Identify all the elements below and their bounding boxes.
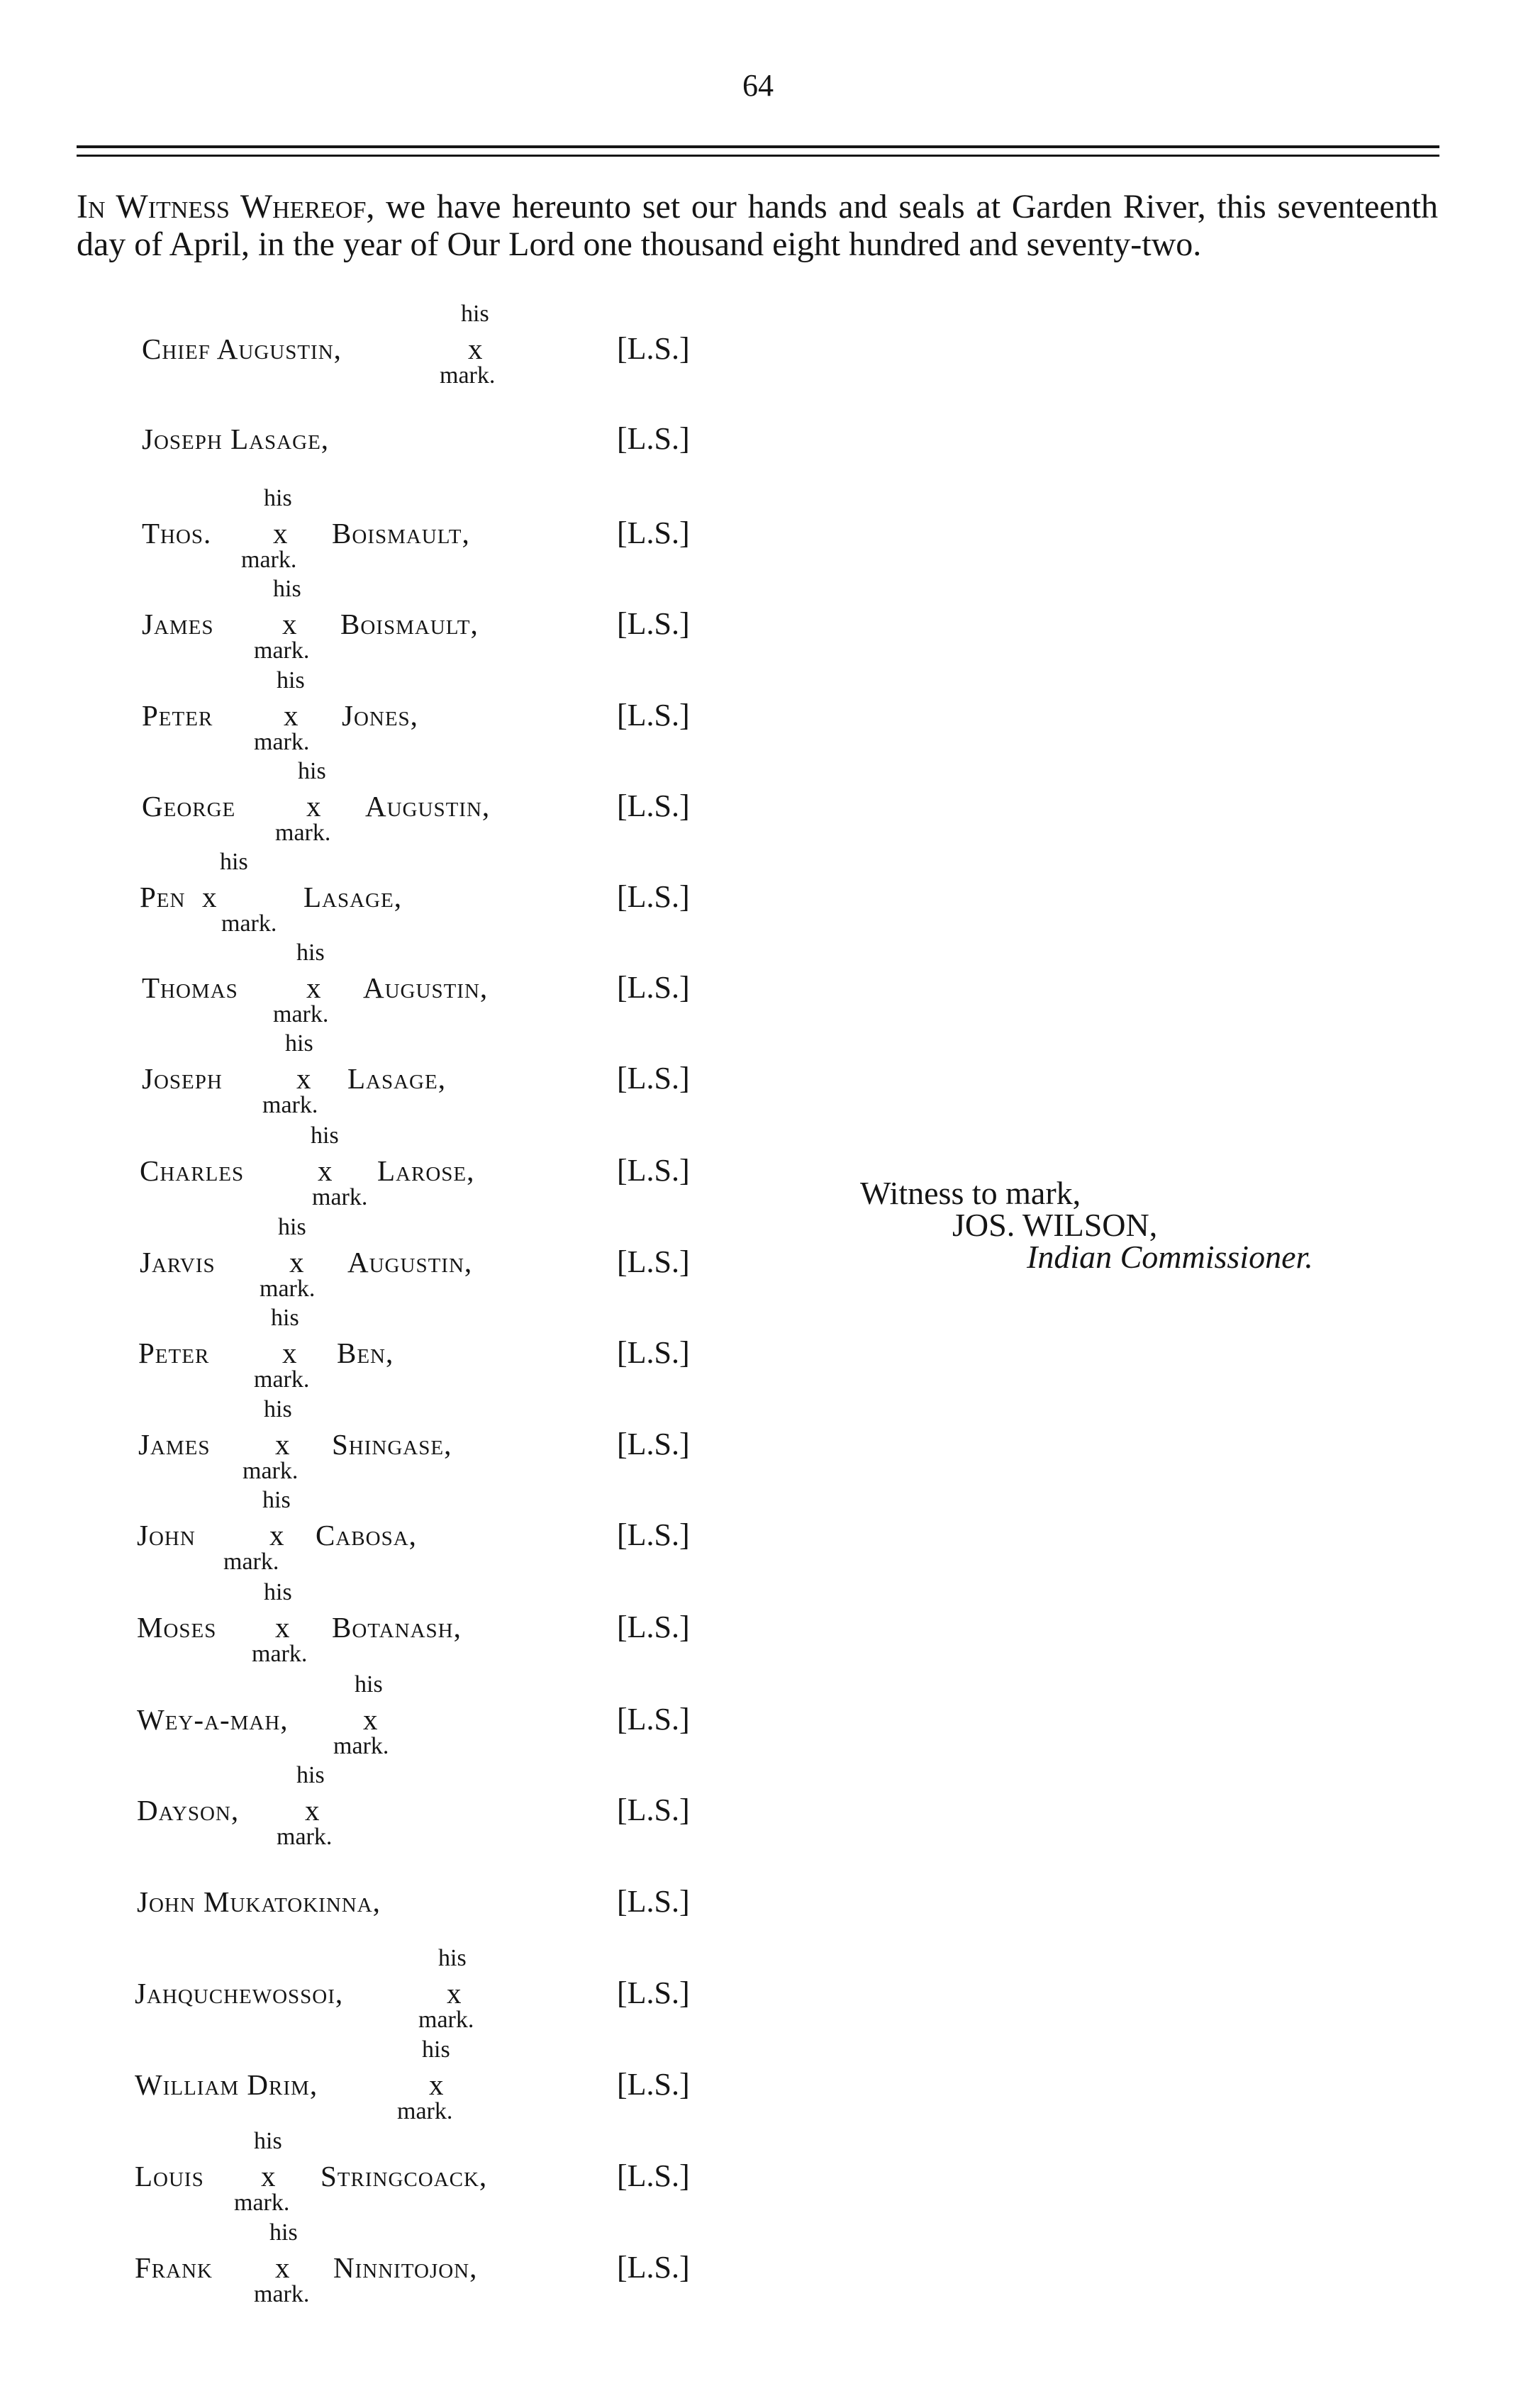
x-mark: x	[306, 790, 321, 823]
x-mark: x	[275, 1428, 290, 1461]
his-label: his	[277, 667, 305, 693]
mark-label: mark.	[254, 637, 310, 664]
header-rule	[77, 155, 1439, 157]
signatory-surname: Augustin,	[365, 790, 491, 823]
mark-label: mark.	[260, 1276, 316, 1302]
signatory-name: Moses	[137, 1611, 217, 1644]
mark-label: mark.	[243, 1458, 299, 1484]
witness-label: Witness to mark,	[860, 1175, 1081, 1211]
x-mark: x	[363, 1703, 378, 1736]
signature-row	[0, 1396, 851, 1484]
x-mark: x	[468, 333, 483, 365]
signatory-surname: Augustin,	[347, 1246, 473, 1278]
signatory-surname: Lasage,	[347, 1062, 446, 1095]
signatory-name: Joseph	[142, 1062, 223, 1095]
seal-label: [L.S.]	[617, 1153, 690, 1188]
his-label: his	[264, 485, 292, 511]
signatory-name: Chief Augustin,	[142, 333, 342, 365]
mark-label: mark.	[418, 2007, 474, 2033]
x-mark: x	[429, 2068, 444, 2101]
mark-label: mark.	[241, 547, 297, 573]
x-mark: x	[296, 1062, 311, 1095]
seal-label: [L.S.]	[617, 331, 690, 366]
mark-label: mark.	[440, 362, 496, 389]
signature-row	[0, 1762, 851, 1850]
signatory-surname: Augustin,	[363, 971, 489, 1004]
mark-label: mark.	[275, 820, 331, 846]
signature-row	[0, 485, 851, 573]
mark-label: mark.	[223, 1549, 279, 1575]
signature-row	[0, 2219, 851, 2307]
his-label: his	[262, 1487, 291, 1513]
mark-label: mark.	[312, 1184, 368, 1210]
seal-label: [L.S.]	[617, 1884, 690, 1919]
witness-name: JOS. WILSON,	[952, 1207, 1158, 1243]
signatory-surname: Botanash,	[332, 1611, 462, 1644]
signature-row	[0, 940, 851, 1027]
signatory-name: George	[142, 790, 236, 823]
his-label: his	[278, 1214, 306, 1240]
page-number: 64	[742, 68, 774, 103]
his-label: his	[438, 1945, 467, 1971]
his-label: his	[264, 1579, 292, 1605]
his-label: his	[461, 301, 489, 327]
his-label: his	[220, 849, 248, 875]
his-label: his	[271, 1305, 299, 1331]
signatory-name: Peter	[138, 1337, 210, 1369]
x-mark: x	[275, 1611, 290, 1644]
preamble-lead: In Witness Whereof,	[77, 188, 375, 225]
signatory-name: Peter	[142, 699, 213, 732]
x-mark: x	[273, 517, 288, 550]
signatory-name: James	[138, 1428, 211, 1461]
his-label: his	[355, 1671, 383, 1698]
seal-label: [L.S.]	[617, 970, 690, 1005]
seal-label: [L.S.]	[617, 515, 690, 550]
signatory-surname: Cabosa,	[316, 1519, 417, 1551]
preamble	[77, 188, 1438, 263]
seal-label: [L.S.]	[617, 1517, 690, 1552]
x-mark: x	[261, 2160, 276, 2192]
signature-row	[0, 2036, 851, 2124]
signature-row	[0, 1487, 851, 1575]
x-mark: x	[305, 1794, 320, 1827]
signatory-name: Wey-a-mah,	[137, 1703, 289, 1736]
signatory-name: John	[137, 1519, 196, 1551]
signatory-surname: Jones,	[342, 699, 418, 732]
seal-label: [L.S.]	[617, 1702, 690, 1737]
signatory-name: Jahquchewossoi,	[135, 1977, 344, 2010]
signature-row	[0, 667, 851, 755]
signatory-name: Jarvis	[140, 1246, 216, 1278]
signatory-surname: Shingase,	[332, 1428, 452, 1461]
signatory-name: James	[142, 608, 214, 640]
signature-row	[0, 1945, 851, 2033]
signatory-name: Joseph Lasage,	[142, 423, 330, 455]
signature-row	[0, 1214, 851, 1302]
his-label: his	[296, 940, 325, 966]
seal-label: [L.S.]	[617, 606, 690, 641]
x-mark: x	[318, 1154, 333, 1187]
witness-block	[860, 1177, 1313, 1273]
signatory-name: Frank	[135, 2251, 213, 2284]
seal-label: [L.S.]	[617, 1610, 690, 1644]
seal-label: [L.S.]	[617, 1335, 690, 1370]
his-label: his	[254, 2128, 282, 2154]
signatory-surname: Stringcoack,	[321, 2160, 488, 2192]
mark-label: mark.	[262, 1092, 318, 1118]
signatory-name: Charles	[140, 1154, 245, 1187]
x-mark: x	[275, 2251, 290, 2284]
signatory-surname: Boismault,	[340, 608, 479, 640]
mark-label: mark.	[254, 729, 310, 755]
signatory-name: Thos.	[142, 517, 212, 550]
signatory-surname: Lasage,	[303, 881, 402, 913]
x-mark: x	[282, 1337, 297, 1369]
x-mark: x	[306, 971, 321, 1004]
header-rule	[77, 145, 1439, 148]
mark-label: mark.	[277, 1824, 333, 1850]
signature-row	[0, 576, 851, 664]
signatory-name: Thomas	[142, 971, 238, 1004]
mark-label: mark.	[254, 1366, 310, 1393]
signature-row	[0, 1671, 851, 1759]
his-label: his	[422, 2036, 450, 2063]
mark-label: mark.	[221, 910, 277, 937]
x-mark: x	[282, 608, 297, 640]
signatory-surname: Boismault,	[332, 517, 470, 550]
signatory-surname: Ben,	[337, 1337, 394, 1369]
his-label: his	[264, 1396, 292, 1422]
signature-row	[0, 1579, 851, 1667]
signatory-surname: Larose,	[377, 1154, 475, 1187]
witness-title: Indian Commissioner.	[1027, 1239, 1313, 1275]
mark-label: mark.	[234, 2190, 290, 2216]
signatory-name: Louis	[135, 2160, 204, 2192]
his-label: his	[269, 2219, 298, 2246]
seal-label: [L.S.]	[617, 1061, 690, 1096]
mark-label: mark.	[254, 2281, 310, 2307]
seal-label: [L.S.]	[617, 2158, 690, 2193]
seal-label: [L.S.]	[617, 421, 690, 456]
mark-label: mark.	[397, 2098, 453, 2124]
seal-label: [L.S.]	[617, 1244, 690, 1279]
his-label: his	[311, 1122, 339, 1149]
mark-label: mark.	[273, 1001, 329, 1027]
seal-label: [L.S.]	[617, 879, 690, 914]
signature-row	[0, 421, 851, 478]
signature-row	[0, 1122, 851, 1210]
seal-label: [L.S.]	[617, 2250, 690, 2285]
seal-label: [L.S.]	[617, 788, 690, 823]
his-label: his	[296, 1762, 325, 1788]
signature-row	[0, 849, 851, 937]
x-mark: x	[202, 881, 217, 913]
signature-row	[0, 1030, 851, 1118]
x-mark: x	[289, 1246, 304, 1278]
seal-label: [L.S.]	[617, 1427, 690, 1461]
seal-label: [L.S.]	[617, 2067, 690, 2102]
preamble-text: we have hereunto set our hands and seals at Garden River, this seventeenth day of April, in the year of Our Lord one thousand eight hundred and seventy-two.	[77, 188, 1438, 263]
signature-row	[0, 2128, 851, 2216]
his-label: his	[273, 576, 301, 602]
his-label: his	[298, 758, 326, 784]
signatory-name: William Drim,	[135, 2068, 318, 2101]
signatory-name: Dayson,	[137, 1794, 240, 1827]
signature-row	[0, 758, 851, 846]
his-label: his	[285, 1030, 313, 1057]
mark-label: mark.	[252, 1641, 308, 1667]
signature-row	[0, 301, 851, 389]
mark-label: mark.	[333, 1733, 389, 1759]
seal-label: [L.S.]	[617, 1793, 690, 1827]
x-mark: x	[447, 1977, 462, 2010]
signature-row	[0, 1305, 851, 1393]
seal-label: [L.S.]	[617, 698, 690, 732]
signatory-name: John Mukatokinna,	[137, 1885, 381, 1918]
x-mark: x	[284, 699, 299, 732]
signature-row	[0, 1884, 851, 1941]
signatory-surname: Ninnitojon,	[333, 2251, 478, 2284]
seal-label: [L.S.]	[617, 1975, 690, 2010]
x-mark: x	[269, 1519, 284, 1551]
signatory-name: Pen	[140, 881, 186, 913]
